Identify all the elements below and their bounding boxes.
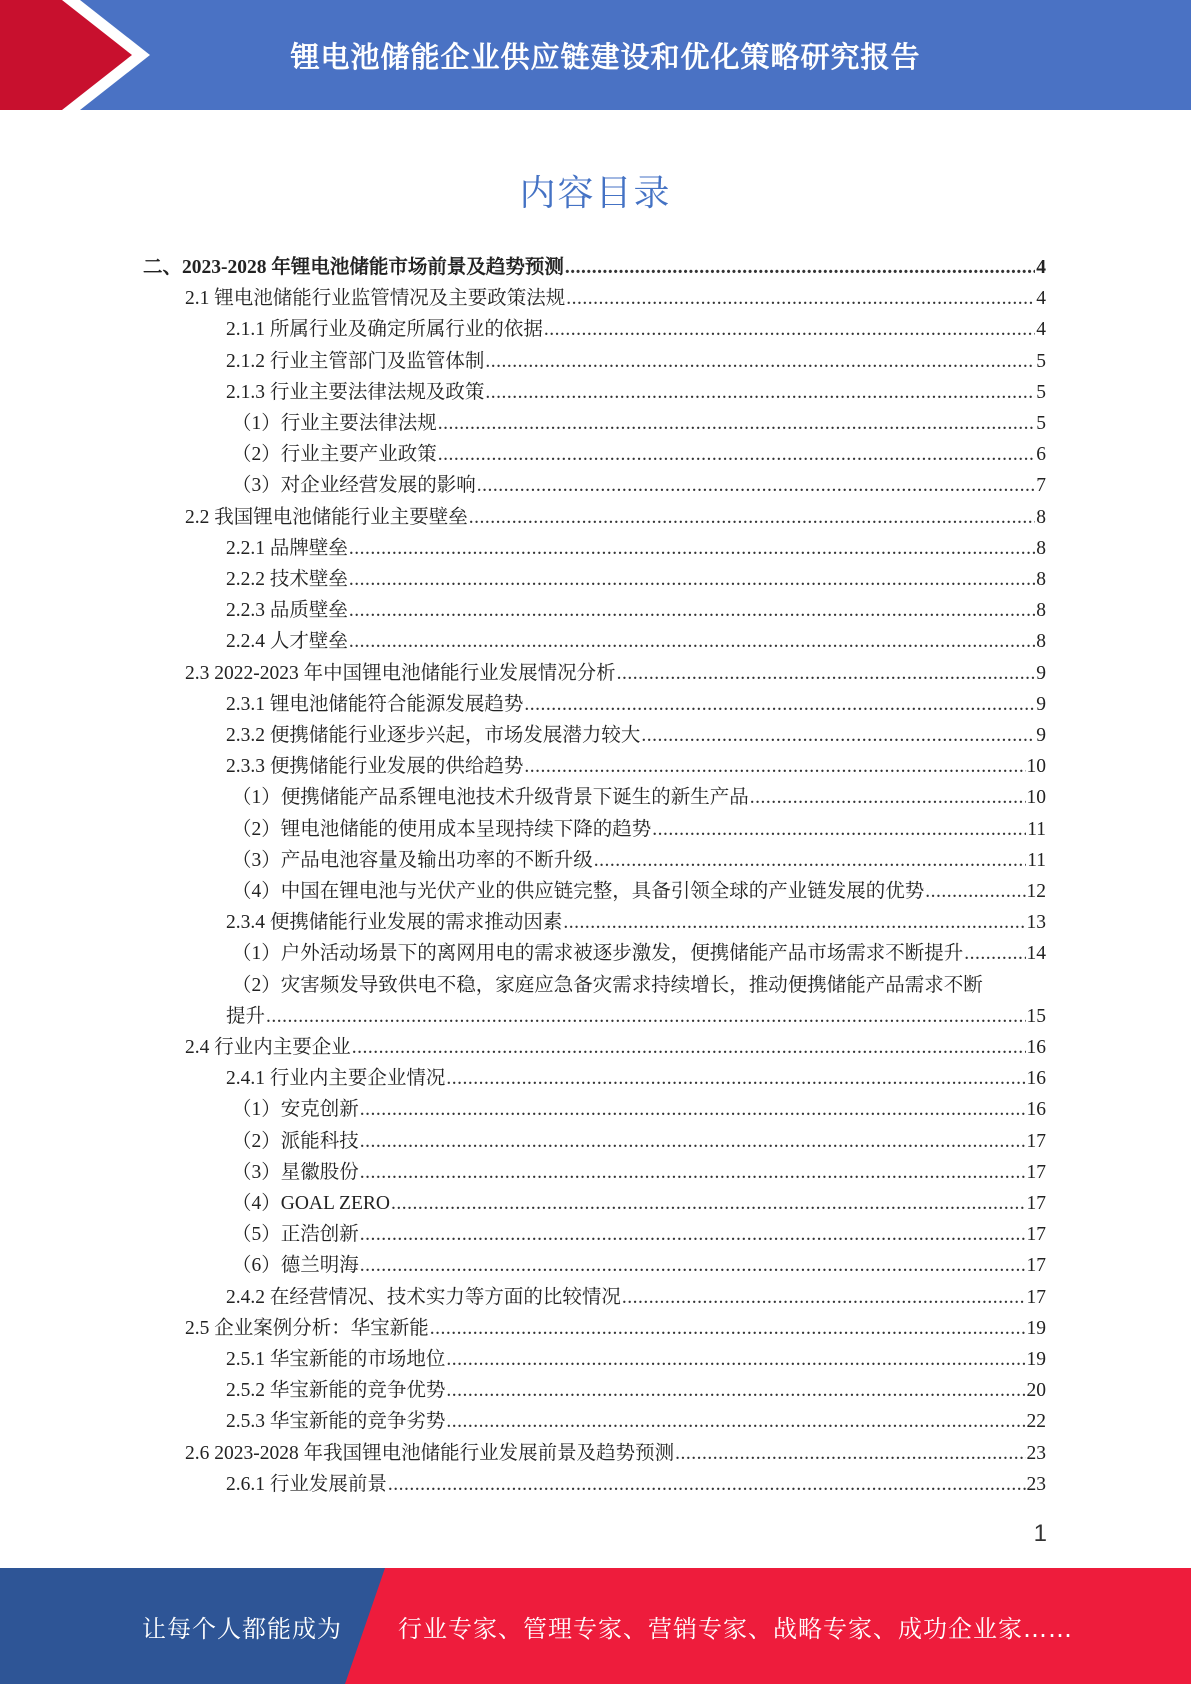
toc-entry[interactable]: [226, 720, 1046, 751]
toc-entry[interactable]: [232, 938, 1046, 969]
toc-entry-text: （2）锂电池储能的使用成本呈现持续下降的趋势: [232, 818, 652, 840]
toc-entry-text: 2.3.3 便携储能行业发展的供给趋势: [226, 756, 524, 778]
toc-dot-leader: [524, 751, 1025, 782]
toc-page-number: 4: [1036, 319, 1046, 341]
toc-dot-leader: [446, 1344, 1025, 1375]
toc-page-number: 8: [1036, 569, 1046, 590]
toc-entry-text: 二、2023-2028 年锂电池储能市场前景及趋势预测: [143, 257, 564, 278]
toc-entry[interactable]: [226, 1469, 1046, 1500]
toc-dot-leader: [360, 1219, 1026, 1250]
toc-entry[interactable]: [226, 1344, 1046, 1375]
toc-dot-leader: [349, 626, 1035, 657]
toc-dot-leader: [524, 689, 1035, 720]
report-header: [0, 0, 1191, 110]
toc-page-number: 5: [1036, 381, 1046, 403]
toc-page-number: 8: [1036, 600, 1046, 622]
toc-entry[interactable]: [232, 1094, 1046, 1125]
toc-dot-leader: [563, 907, 1025, 938]
toc-entry-text: 2.3.2 便携储能行业逐步兴起，市场发展潜力较大: [226, 725, 641, 746]
toc-entry-text: 2.6 2023-2028 年我国锂电池储能行业发展前景及趋势预测: [185, 1442, 675, 1464]
toc-entry-text: （3）星徽股份: [232, 1161, 359, 1183]
toc-entry-text: 2.1.3 行业主要法律法规及政策: [226, 381, 485, 403]
toc-page-number: 11: [1027, 818, 1046, 840]
toc-entry-text: 2.3.4 便携储能行业发展的需求推动因素: [226, 912, 563, 934]
toc-dot-leader: [446, 1063, 1025, 1094]
toc-dot-leader: [391, 1188, 1026, 1219]
toc-entry-text: 2.4.2 在经营情况、技术实力等方面的比较情况: [226, 1286, 621, 1308]
toc-entry[interactable]: [226, 751, 1046, 782]
toc-dot-leader: [477, 470, 1035, 501]
toc-entry-text: （5）正浩创新: [232, 1224, 359, 1246]
toc-entry-text: （1）行业主要法律法规: [232, 413, 437, 434]
toc-entry-text: （2）灾害频发导致供电不稳，家庭应急备灾需求持续增长，推动便携储能产品需求不断: [232, 974, 983, 996]
toc-dot-leader: [750, 782, 1026, 813]
toc-entry[interactable]: [226, 1406, 1046, 1437]
toc-dot-leader: [438, 439, 1035, 470]
toc-entry[interactable]: [226, 907, 1046, 938]
toc-dot-leader: [360, 1250, 1026, 1281]
toc-entry-text: 2.5.2 华宝新能的竞争优势: [226, 1380, 446, 1402]
toc-page-number: 12: [1026, 881, 1046, 902]
report-title: 锂电池储能企业供应链建设和优化策略研究报告: [290, 39, 921, 74]
toc-entry[interactable]: [232, 814, 1046, 845]
toc-dot-leader: [485, 377, 1035, 408]
toc-entry[interactable]: [226, 314, 1046, 345]
toc-dot-leader: [349, 564, 1035, 595]
toc-entry[interactable]: [232, 845, 1046, 876]
toc-entry-text: 2.4 行业内主要企业: [185, 1037, 351, 1058]
toc-entry-text: 2.4.1 行业内主要企业情况: [226, 1068, 446, 1090]
toc-page-number: 17: [1026, 1255, 1046, 1277]
toc-entry[interactable]: [232, 782, 1046, 813]
toc-entry-text: （1）户外活动场景下的离网用电的需求被逐步激发，便携储能产品市场需求不断提升: [232, 943, 964, 965]
toc-page-number: 17: [1026, 1286, 1046, 1308]
toc-entry-text: 2.1.2 行业主管部门及监管体制: [226, 350, 485, 372]
toc-entry[interactable]: [226, 689, 1046, 720]
toc-entry-text: （6）德兰明海: [232, 1255, 359, 1277]
toc-entry-text: （4）中国在锂电池与光伏产业的供应链完整，具备引领全球的产业链发展的优势: [232, 881, 925, 902]
toc-page-number: 4: [1036, 257, 1046, 278]
toc-dot-leader: [349, 595, 1035, 626]
toc-page-number: 5: [1036, 350, 1046, 372]
toc-entry-text: 2.5.1 华宝新能的市场地位: [226, 1349, 446, 1370]
toc-page-number: 22: [1026, 1411, 1046, 1433]
toc-entry[interactable]: [226, 1282, 1046, 1313]
toc-entry-text: 2.6.1 行业发展前景: [226, 1473, 387, 1495]
toc-entry-text: （1）安克创新: [232, 1099, 359, 1121]
toc-page-number: 16: [1026, 1068, 1046, 1090]
toc-dot-leader: [964, 938, 1025, 969]
toc-entry-text: （3）产品电池容量及输出功率的不断升级: [232, 849, 593, 871]
toc-dot-leader: [388, 1469, 1026, 1500]
toc-entry-text: 2.5.3 华宝新能的竞争劣势: [226, 1411, 446, 1433]
toc-entry[interactable]: [232, 1188, 1046, 1219]
toc-entry[interactable]: [232, 408, 1046, 439]
toc-page-number: 17: [1026, 1193, 1046, 1214]
toc-entry[interactable]: [226, 1001, 1046, 1032]
toc-entry[interactable]: [232, 1250, 1046, 1281]
toc-page-number: 16: [1026, 1099, 1046, 1121]
toc-entry[interactable]: [226, 1063, 1046, 1094]
toc-page-number: 17: [1026, 1224, 1046, 1246]
toc-dot-leader: [360, 1094, 1026, 1125]
toc-dot-leader: [594, 845, 1026, 876]
toc-entry-text: （4）GOAL ZERO: [232, 1193, 390, 1214]
toc-entry[interactable]: [143, 252, 1046, 283]
toc-entry-text: （3）对企业经营发展的影响: [232, 475, 476, 497]
toc-entry-text: 提升: [226, 1005, 266, 1027]
toc-entry-text: （1）便携储能产品系锂电池技术升级背景下诞生的新生产品: [232, 787, 749, 809]
toc-page-number: 8: [1036, 631, 1046, 653]
toc-entry-text: 2.5 企业案例分析：华宝新能: [185, 1317, 429, 1339]
toc-entry[interactable]: [185, 502, 1046, 533]
toc-entry[interactable]: [185, 1032, 1046, 1063]
toc-entry-text: 2.3.1 锂电池储能符合能源发展趋势: [226, 693, 524, 715]
toc-dot-leader: [469, 502, 1035, 533]
toc-page-number: 13: [1026, 912, 1046, 934]
footer-slogan-left: 让每个人都能成为: [142, 1614, 342, 1643]
toc-entry[interactable]: [226, 377, 1046, 408]
toc-dot-leader: [352, 1032, 1026, 1063]
toc-entry[interactable]: [232, 1219, 1046, 1250]
toc-entry-text: （2）派能科技: [232, 1130, 359, 1152]
toc-entry-text: 2.2.1 品牌壁垒: [226, 537, 348, 559]
toc-page-number: 17: [1026, 1161, 1046, 1183]
toc-entry-text: 2.3 2022-2023 年中国锂电池储能行业发展情况分析: [185, 662, 616, 684]
toc-page-number: 7: [1036, 475, 1046, 497]
toc-dot-leader: [675, 1438, 1025, 1469]
toc-page-number: 23: [1026, 1473, 1046, 1495]
toc-page-number: 20: [1026, 1380, 1046, 1402]
toc-entry[interactable]: [232, 1126, 1046, 1157]
toc-entry[interactable]: [226, 564, 1046, 595]
toc-entry-text: 2.1.1 所属行业及确定所属行业的依据: [226, 319, 543, 341]
toc-dot-leader: [622, 1282, 1026, 1313]
toc-entry[interactable]: [185, 283, 1046, 314]
toc-dot-leader: [925, 876, 1025, 907]
toc-entry[interactable]: [226, 626, 1046, 657]
toc-entry-text: 2.2.3 品质壁垒: [226, 600, 348, 622]
toc-entry-text: 2.2 我国锂电池储能行业主要壁垒: [185, 506, 468, 528]
footer-slogan-right: 行业专家、管理专家、营销专家、战略专家、成功企业家……: [398, 1614, 1073, 1643]
page-number: 1: [1033, 1520, 1047, 1547]
toc-page-number: 8: [1036, 537, 1046, 559]
toc-page-number: 19: [1026, 1317, 1046, 1339]
toc-dot-leader: [446, 1406, 1025, 1437]
toc-entry[interactable]: [226, 533, 1046, 564]
toc-dot-leader: [349, 533, 1035, 564]
toc-entry[interactable]: [226, 595, 1046, 626]
toc-dot-leader: [360, 1126, 1026, 1157]
toc-entry[interactable]: [185, 1438, 1046, 1469]
toc-page-number: 5: [1036, 413, 1046, 434]
toc-page-number: 15: [1026, 1005, 1046, 1027]
toc-page-number: 8: [1036, 506, 1046, 528]
toc-entry[interactable]: [185, 658, 1046, 689]
toc-dot-leader: [438, 408, 1035, 439]
toc-page-number: 10: [1026, 787, 1046, 809]
toc-dot-leader: [266, 1001, 1025, 1032]
toc-dot-leader: [360, 1157, 1026, 1188]
toc-page-number: 17: [1026, 1130, 1046, 1152]
toc-entry[interactable]: [226, 1375, 1046, 1406]
toc-page-number: 10: [1026, 756, 1046, 778]
toc-dot-leader: [446, 1375, 1025, 1406]
toc-page-number: 4: [1036, 288, 1046, 310]
toc-entry[interactable]: [232, 1157, 1046, 1188]
toc-dot-leader: [485, 346, 1035, 377]
toc-page-number: 23: [1026, 1442, 1046, 1464]
toc-page-number: 14: [1026, 943, 1046, 965]
toc-dot-leader: [544, 314, 1035, 345]
toc-entry-text: （2）行业主要产业政策: [232, 444, 437, 466]
toc-dot-leader: [652, 814, 1026, 845]
toc-dot-leader: [617, 658, 1036, 689]
footer-banner: [0, 1568, 1191, 1684]
toc-dot-leader: [565, 252, 1035, 283]
toc-entry[interactable]: [232, 470, 1046, 501]
toc-dot-leader: [641, 720, 1035, 751]
toc-page-number: 19: [1026, 1349, 1046, 1370]
toc-entry[interactable]: [185, 1313, 1046, 1344]
toc-page-number: 6: [1036, 444, 1046, 466]
toc-heading: 内容目录: [519, 173, 672, 214]
toc-entry[interactable]: [232, 439, 1046, 470]
toc-entry[interactable]: [232, 876, 1046, 907]
toc-page-number: 9: [1036, 693, 1046, 715]
toc-page-number: 11: [1027, 849, 1046, 871]
toc-page-number: 16: [1026, 1037, 1046, 1058]
toc-page-number: 9: [1036, 662, 1046, 684]
toc-dot-leader: [566, 283, 1035, 314]
toc-dot-leader: [430, 1313, 1026, 1344]
toc-page-number: 9: [1036, 725, 1046, 746]
toc-entry-text: 2.2.2 技术壁垒: [226, 569, 348, 590]
toc-entry-text: 2.2.4 人才壁垒: [226, 631, 348, 653]
toc-entry[interactable]: [226, 346, 1046, 377]
toc-entry-text: 2.1 锂电池储能行业监管情况及主要政策法规: [185, 288, 566, 310]
